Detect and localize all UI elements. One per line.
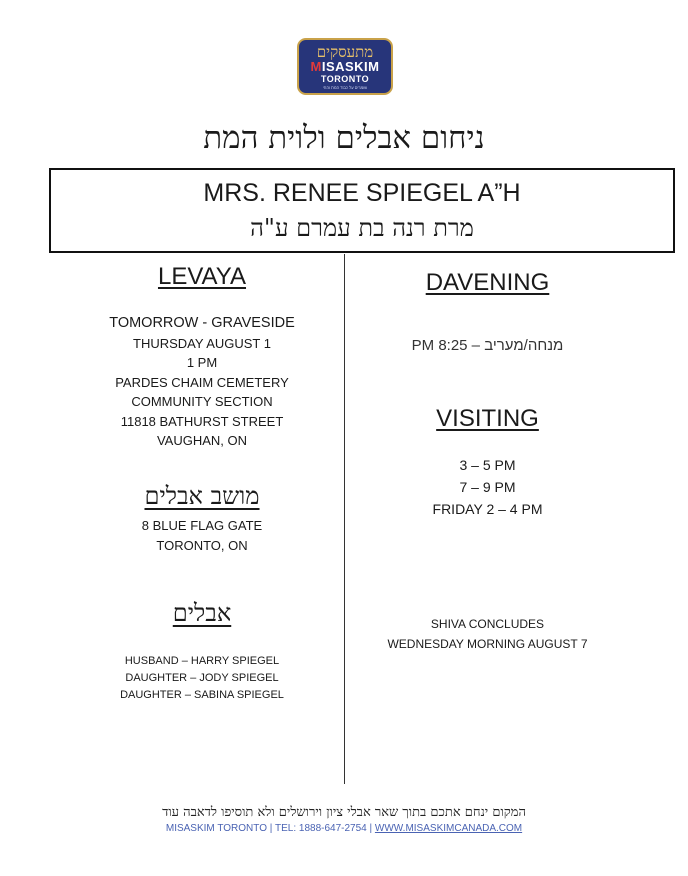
visiting-line: 3 – 5 PM <box>459 457 516 473</box>
shiva-location-line: TORONTO, ON <box>156 537 248 553</box>
visiting-line: FRIDAY 2 – 4 PM <box>432 501 543 517</box>
mourners-list <box>62 653 342 704</box>
deceased-name-box <box>49 168 675 253</box>
logo-name: MISASKIM <box>310 59 380 74</box>
misaskim-logo <box>297 38 393 95</box>
mourner-item: DAUGHTER – JODY SPIEGEL <box>125 672 279 684</box>
footer-tel: TEL: 1888-647-2754 <box>275 823 367 834</box>
levaya-heading: LEVAYA <box>157 263 247 290</box>
logo-hebrew: מתעסקים <box>316 43 374 61</box>
shiva-conclusion-line: SHIVA CONCLUDES <box>430 617 545 631</box>
shiva-location-line: 8 BLUE FLAG GATE <box>141 518 263 533</box>
footer-org: MISASKIM TORONTO <box>165 823 267 834</box>
shiva-conclusion <box>345 614 630 654</box>
footer-website-link[interactable]: WWW.MISASKIMCANADA.COM <box>374 823 523 834</box>
page-title: ניחום אבלים ולוית המת <box>203 120 485 156</box>
levaya-line: PARDES CHAIM CEMETERY <box>115 374 289 390</box>
davening-time: מנחה/מעריב – 8:25 PM <box>411 337 564 354</box>
levaya-line: COMMUNITY SECTION <box>131 394 273 409</box>
deceased-name-hebrew: מרת רנה בת עמרם ע"ה <box>250 214 474 242</box>
levaya-details <box>62 314 342 451</box>
levaya-line: 11818 BATHURST STREET <box>120 413 284 429</box>
shiva-location-heading: מושב אבלים <box>144 482 260 510</box>
shiva-conclusion-line: WEDNESDAY MORNING AUGUST 7 <box>387 637 588 651</box>
deceased-name-english: MRS. RENEE SPIEGEL A”H <box>203 179 521 207</box>
footer-separator: | <box>369 823 373 834</box>
levaya-line: THURSDAY AUGUST 1 <box>133 335 271 351</box>
shiva-location-details <box>62 516 342 555</box>
visiting-hours <box>345 454 630 520</box>
davening-heading: DAVENING <box>425 269 550 296</box>
levaya-line: TOMORROW - GRAVESIDE <box>109 315 295 331</box>
footer-contact <box>0 822 688 836</box>
logo-tagline: שומרים על כבוד המת והחי <box>322 85 368 90</box>
visiting-line: 7 – 9 PM <box>459 479 516 495</box>
levaya-line: 1 PM <box>186 355 218 370</box>
mourners-heading: אבלים <box>172 599 232 627</box>
footer-blessing: המקום ינחם אתכם בתוך שאר אבלי ציון וירושלים ולא תוסיפו לדאבה עוד <box>162 805 526 820</box>
levaya-line: VAUGHAN, ON <box>156 433 248 448</box>
mourner-item: DAUGHTER – SABINA SPIEGEL <box>120 689 284 701</box>
logo-city: TORONTO <box>320 74 370 84</box>
mourner-item: HUSBAND – HARRY SPIEGEL <box>124 655 280 667</box>
footer-separator: | <box>269 823 273 834</box>
visiting-heading: VISITING <box>436 405 539 432</box>
